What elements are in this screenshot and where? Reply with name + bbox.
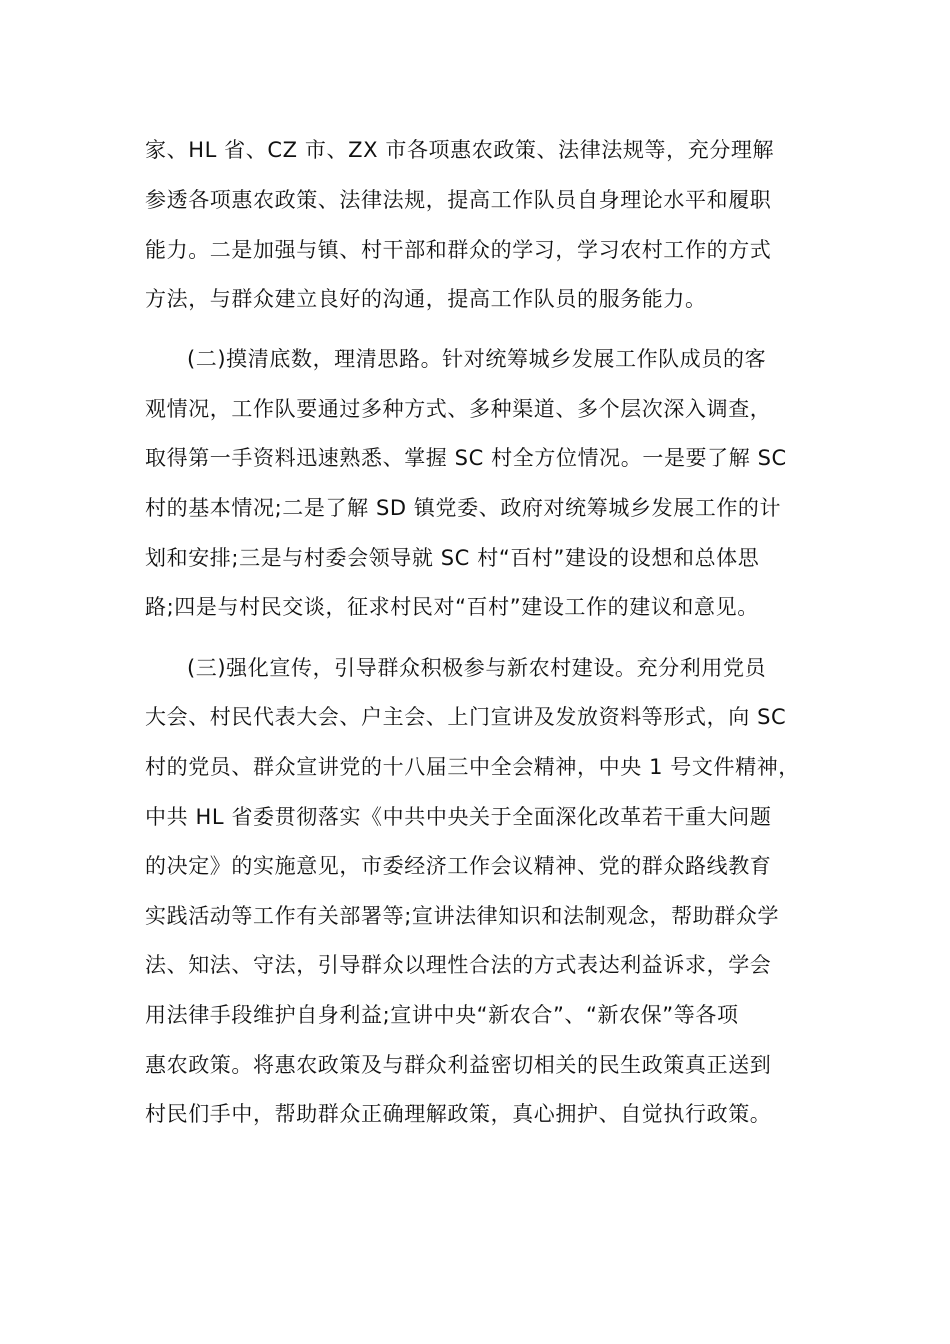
paragraph-line: 大会、村民代表大会、户主会、上门宣讲及发放资料等形式，向 SC [145, 705, 787, 729]
paragraph-line: (三)强化宣传，引导群众积极参与新农村建设。充分利用党员 [187, 656, 767, 680]
paragraph-line: (二)摸清底数，理清思路。针对统筹城乡发展工作队成员的客 [187, 347, 767, 371]
paragraph-line: 用法律手段维护自身利益;宣讲中央“新农合”、“新农保”等各项 [145, 1003, 739, 1027]
paragraph-line: 惠农政策。将惠农政策及与群众利益密切相关的民生政策真正送到 [145, 1053, 772, 1077]
paragraph-line: 村的党员、群众宣讲党的十八届三中全会精神，中央 1 号文件精神， [145, 755, 800, 779]
paragraph-line: 参透各项惠农政策、法律法规，提高工作队员自身理论水平和履职 [145, 188, 772, 212]
paragraph-line: 观情况，工作队要通过多种方式、多种渠道、多个层次深入调查， [145, 397, 772, 421]
paragraph-line: 实践活动等工作有关部署等;宣讲法律知识和法制观念，帮助群众学 [145, 904, 780, 928]
paragraph-line: 村的基本情况;二是了解 SD 镇党委、政府对统筹城乡发展工作的计 [145, 496, 782, 520]
paragraph-line: 家、HL 省、CZ 市、ZX 市各项惠农政策、法律法规等，充分理解 [145, 138, 775, 162]
paragraph-line: 路;四是与村民交谈，征求村民对“百村”建设工作的建议和意见。 [145, 595, 759, 619]
paragraph-line: 法、知法、守法，引导群众以理性合法的方式表达利益诉求，学会 [145, 953, 772, 977]
paragraph-line: 能力。二是加强与镇、村干部和群众的学习，学习农村工作的方式 [145, 238, 772, 262]
paragraph-line: 的决定》的实施意见，市委经济工作会议精神、党的群众路线教育 [145, 854, 772, 878]
paragraph-line: 取得第一手资料迅速熟悉、掌握 SC 村全方位情况。一是要了解 SC [145, 446, 787, 470]
paragraph-line: 村民们手中，帮助群众正确理解政策，真心拥护、自觉执行政策。 [145, 1102, 772, 1126]
paragraph-line: 方法，与群众建立良好的沟通，提高工作队员的服务能力。 [145, 287, 707, 311]
paragraph-line: 中共 HL 省委贯彻落实《中共中央关于全面深化改革若干重大问题 [145, 805, 772, 829]
paragraph-line: 划和安排;三是与村委会领导就 SC 村“百村”建设的设想和总体思 [145, 546, 760, 570]
